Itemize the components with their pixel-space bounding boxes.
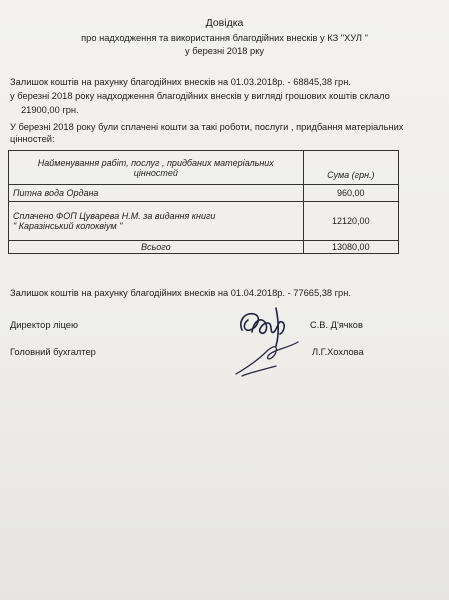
opening-balance-text: Залишок коштів на рахунку благодійних внесків на 01.03.2018р. - 68845,38 грн. <box>10 77 351 87</box>
payments-intro-text-cont: цінностей: <box>10 134 55 144</box>
director-name: С.В. Д'ячков <box>310 320 363 330</box>
table-total-row <box>9 241 399 254</box>
row-item-name: Сплачено ФОП Цуварева Н.М. за видання книги " Каразінський колоквіум " <box>9 202 304 241</box>
table-row <box>9 185 399 202</box>
row-item-sum: 960,00 <box>303 185 398 202</box>
total-label: Всього <box>9 241 304 254</box>
total-sum: 13080,00 <box>303 241 398 254</box>
column-header-name: Найменування рабіт, послуг , придбаних матеріальних цінностей <box>9 151 304 185</box>
table-header-row <box>9 151 399 185</box>
document-title: Довідка <box>205 17 244 29</box>
accountant-signature-icon <box>232 338 304 380</box>
document-period: у березні 2018 рку <box>184 46 265 56</box>
director-title: Директор ліцею <box>10 320 78 330</box>
table-row <box>9 202 399 241</box>
closing-balance-text: Залишок коштів на рахунку благодійних внесків на 01.04.2018р. - 77665,38 грн. <box>10 288 351 298</box>
accountant-title: Головний бухгалтер <box>10 347 96 357</box>
row-item-sum: 12120,00 <box>303 202 398 241</box>
payments-intro-text: У березні 2018 року були сплачені кошти за такі роботи, послуги , придбання матеріальних <box>10 122 404 132</box>
document-subtitle: про надходження та використання благодійних внесків у КЗ "ХУЛ " <box>81 33 368 43</box>
receipts-amount-text: 21900,00 грн. <box>21 105 79 115</box>
receipts-text: у березні 2018 року надходження благодійних внесків у вигляді грошових коштів склало <box>10 91 390 101</box>
accountant-name: Л.Г.Хохлова <box>312 347 364 357</box>
row-item-name: Питна вода Ордана <box>9 185 304 202</box>
column-header-sum: Сума (грн.) <box>303 151 398 185</box>
expenses-table <box>8 150 399 254</box>
